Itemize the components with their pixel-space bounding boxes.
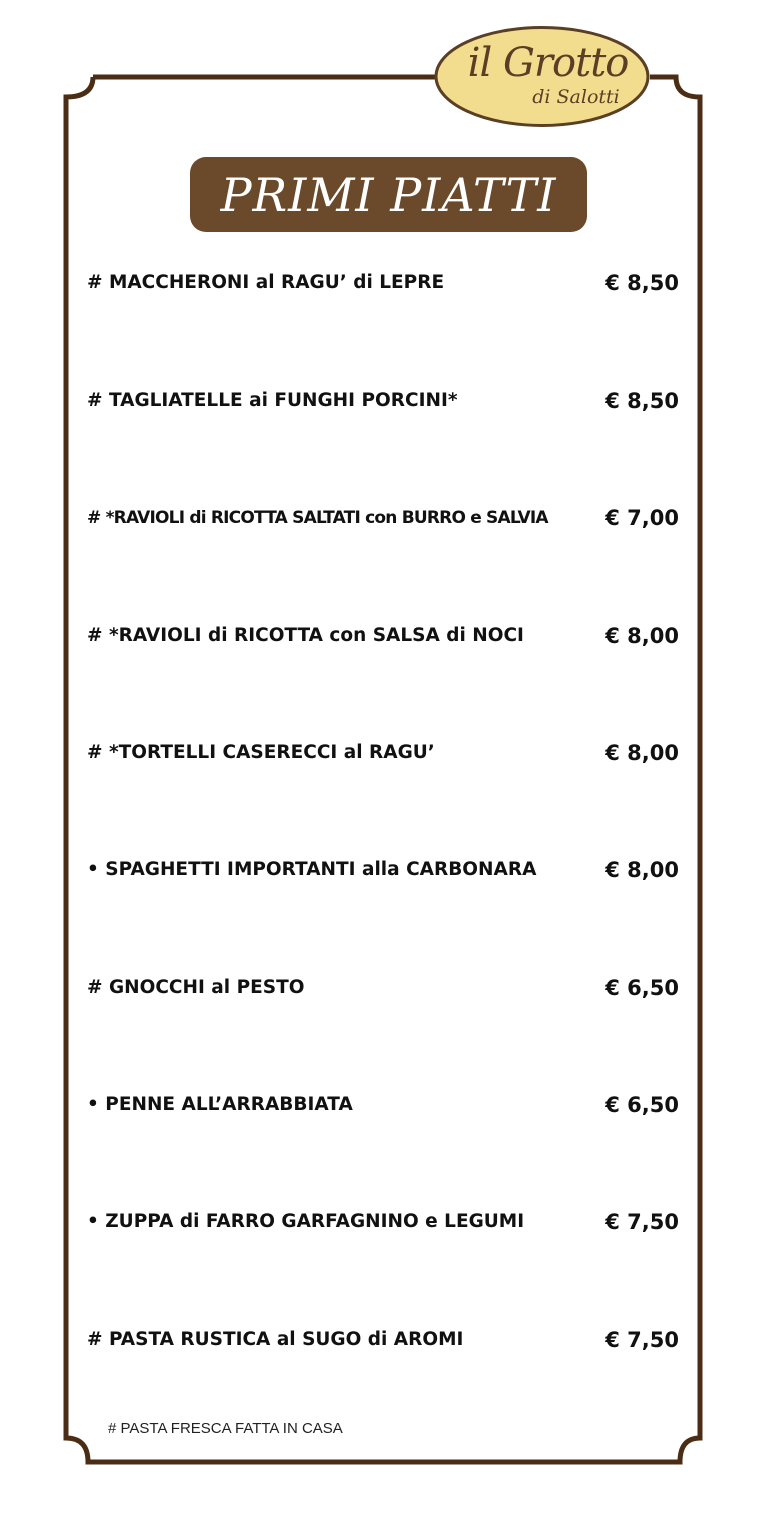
- menu-item: [87, 1207, 679, 1237]
- menu-item-price: € 6,50: [605, 976, 679, 1000]
- menu-item-price: € 8,00: [605, 858, 679, 882]
- brand-logo: [433, 25, 651, 128]
- menu-item-name: # PASTA RUSTICA al SUGO di AROMI: [87, 1329, 464, 1350]
- menu-item-price: € 7,50: [605, 1210, 679, 1234]
- menu-item-name: # *RAVIOLI di RICOTTA con SALSA di NOCI: [87, 625, 524, 646]
- menu-item: [87, 973, 679, 1003]
- brand-name: il Grotto: [467, 40, 629, 86]
- menu-item: [87, 1325, 679, 1355]
- menu-item-name: # TAGLIATELLE ai FUNGHI PORCINI*: [87, 390, 458, 411]
- menu-item-name: • SPAGHETTI IMPORTANTI alla CARBONARA: [87, 859, 537, 880]
- brand-subname: di Salotti: [532, 86, 620, 108]
- menu-item-name: # MACCHERONI al RAGU’ di LEPRE: [87, 272, 445, 293]
- menu-item-price: € 7,50: [605, 1328, 679, 1352]
- menu-item-price: € 7,00: [605, 506, 679, 530]
- menu-item-name: • PENNE ALL’ARRABBIATA: [87, 1094, 353, 1115]
- menu-item-name: # *RAVIOLI di RICOTTA SALTATI con BURRO e SALVIA: [87, 508, 548, 528]
- menu-item-price: € 8,50: [605, 271, 679, 295]
- menu-item-name: # GNOCCHI al PESTO: [87, 977, 305, 998]
- section-title-banner: [190, 157, 587, 232]
- menu-item: [87, 386, 679, 416]
- section-title: PRIMI PIATTI: [220, 167, 557, 222]
- menu-item-price: € 8,50: [605, 389, 679, 413]
- menu-item: [87, 1090, 679, 1120]
- menu-item-price: € 6,50: [605, 1093, 679, 1117]
- menu-item: [87, 621, 679, 651]
- menu-item-price: € 8,00: [605, 741, 679, 765]
- menu-item: [87, 738, 679, 768]
- menu-item-price: € 8,00: [605, 624, 679, 648]
- menu-item: [87, 503, 679, 533]
- footnote: # PASTA FRESCA FATTA IN CASA: [108, 1420, 343, 1437]
- menu-item-name: • ZUPPA di FARRO GARFAGNINO e LEGUMI: [87, 1211, 525, 1232]
- menu-item: [87, 855, 679, 885]
- menu-item-name: # *TORTELLI CASERECCI al RAGU’: [87, 742, 435, 763]
- menu-item: [87, 268, 679, 298]
